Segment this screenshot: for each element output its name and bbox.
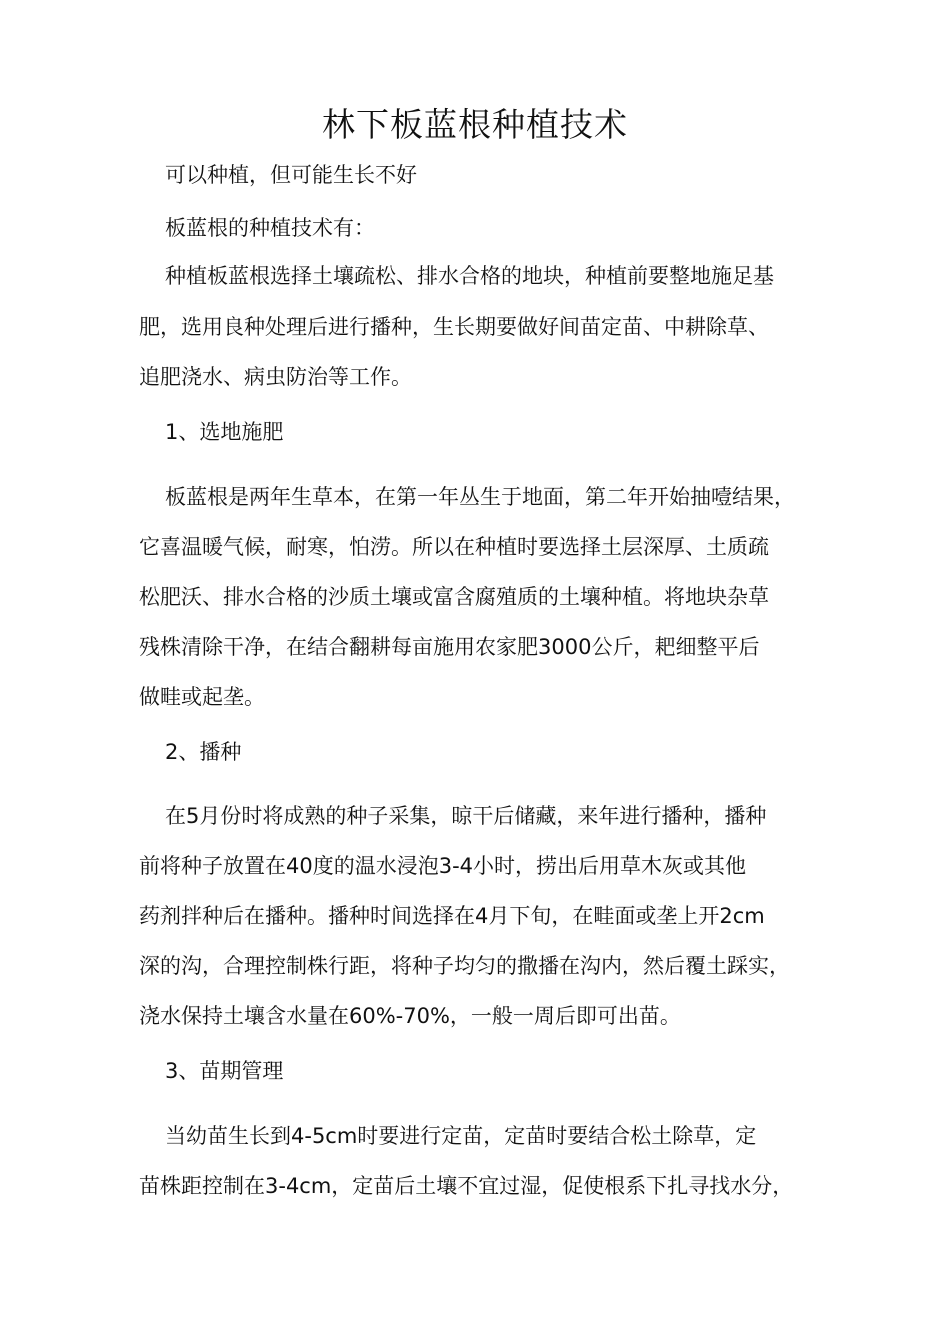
paragraph-line: 残株清除干净，在结合翻耕每亩施用农家肥3000公斤，耙细整平后 bbox=[139, 635, 760, 659]
paragraph-line: 松肥沃、排水合格的沙质土壤或富含腐殖质的土壤种植。将地块杂草 bbox=[139, 585, 769, 609]
paragraph-line: 药剂拌种后在播种。播种时间选择在4月下旬，在畦面或垄上开2cm bbox=[139, 904, 765, 928]
paragraph-line: 可以种植，但可能生长不好 bbox=[165, 163, 417, 187]
paragraph-line: 深的沟，合理控制株行距，将种子均匀的撒播在沟内，然后覆土踩实， bbox=[139, 954, 790, 978]
paragraph-line: 它喜温暖气候，耐寒，怕涝。所以在种植时要选择土层深厚、土质疏 bbox=[139, 535, 769, 559]
paragraph-line: 做畦或起垄。 bbox=[139, 685, 265, 709]
document-title: 林下板蓝根种植技术 bbox=[322, 105, 628, 144]
paragraph-line: 肥，选用良种处理后进行播种，生长期要做好间苗定苗、中耕除草、 bbox=[139, 315, 769, 339]
paragraph-line: 前将种子放置在40度的温水浸泡3-4小时，捞出后用草木灰或其他 bbox=[139, 854, 747, 878]
paragraph-line: 追肥浇水、病虫防治等工作。 bbox=[139, 365, 412, 389]
paragraph-line: 板蓝根是两年生草本，在第一年丛生于地面，第二年开始抽噎结果， bbox=[165, 485, 795, 509]
section-heading: 3、苗期管理 bbox=[165, 1059, 284, 1083]
section-heading: 2、播种 bbox=[165, 740, 242, 764]
paragraph-line: 板蓝根的种植技术有： bbox=[165, 216, 375, 240]
paragraph-line: 苗株距控制在3-4cm，定苗后土壤不宜过湿，促使根系下扎寻找水分， bbox=[139, 1174, 794, 1198]
paragraph-line: 在5月份时将成熟的种子采集，晾干后储藏，来年进行播种，播种 bbox=[165, 804, 767, 828]
paragraph-line: 浇水保持土壤含水量在60%-70%，一般一周后即可出苗。 bbox=[139, 1004, 681, 1028]
paragraph-line: 种植板蓝根选择土壤疏松、排水合格的地块，种植前要整地施足基 bbox=[165, 264, 774, 288]
paragraph-line: 当幼苗生长到4-5cm时要进行定苗，定苗时要结合松土除草，定 bbox=[165, 1124, 757, 1148]
section-heading: 1、选地施肥 bbox=[165, 420, 284, 444]
